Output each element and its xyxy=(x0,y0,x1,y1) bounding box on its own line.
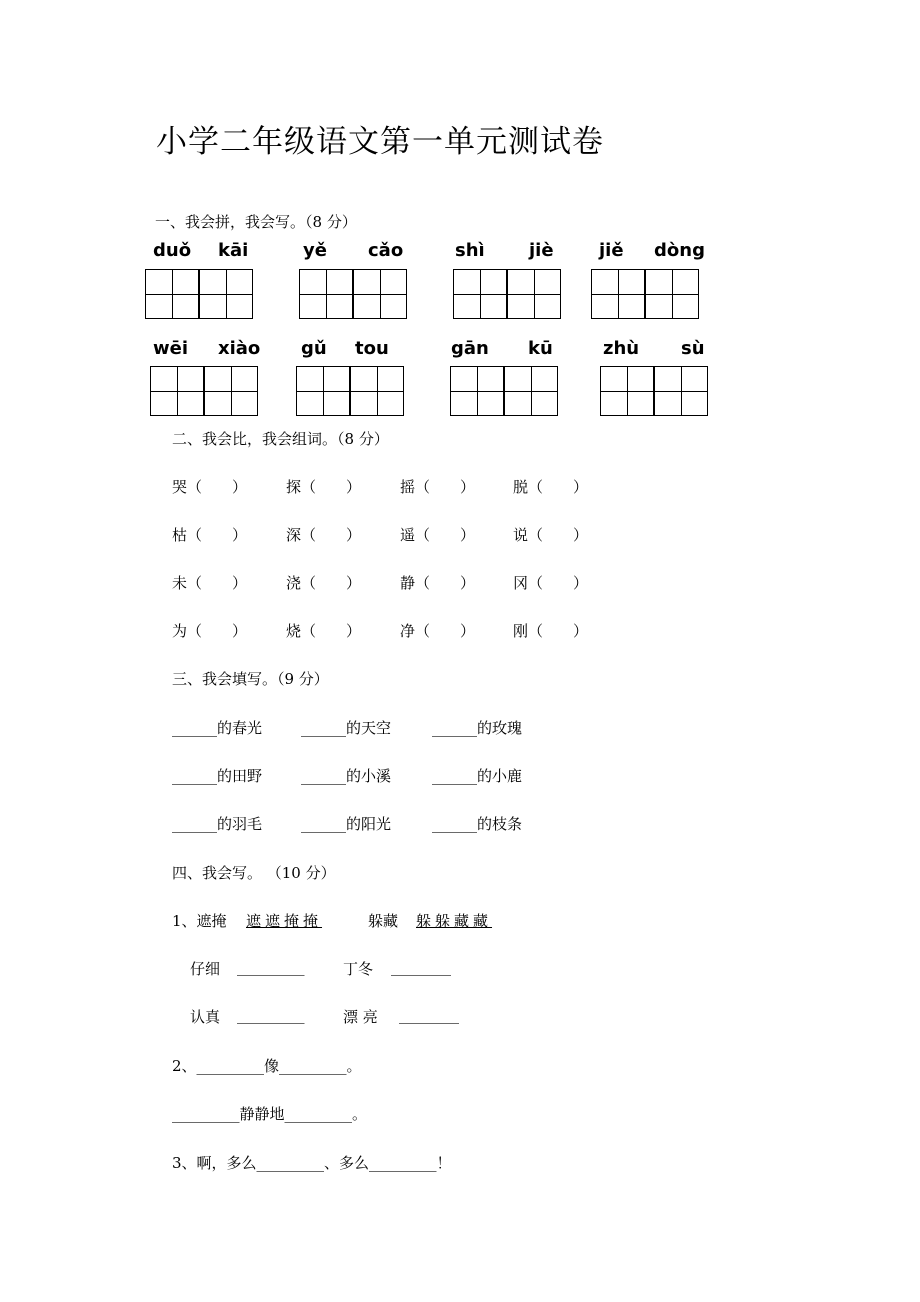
fill-item[interactable]: ______的小鹿 xyxy=(432,767,523,785)
pinyin-label: wēi xyxy=(153,338,189,359)
writing-grid-box[interactable] xyxy=(296,366,350,416)
fill-item[interactable]: ______的羽毛 xyxy=(172,815,263,833)
write-word: 丁冬 xyxy=(343,960,374,978)
write-q2[interactable]: 2、_________像_________。 xyxy=(172,1057,362,1075)
pinyin-label: zhù xyxy=(603,338,640,359)
section-2-heading: 二、我会比，我会组词。（8 分） xyxy=(172,430,389,448)
writing-grid-box[interactable] xyxy=(350,366,404,416)
pinyin-label: duǒ xyxy=(153,240,192,261)
compare-item[interactable]: 浇（ ） xyxy=(286,574,362,592)
fill-item[interactable]: ______的小溪 xyxy=(301,767,392,785)
compare-item[interactable]: 烧（ ） xyxy=(286,622,362,640)
compare-item[interactable]: 净（ ） xyxy=(400,622,476,640)
compare-item[interactable]: 遥（ ） xyxy=(400,526,476,544)
write-q1-prefix: 1、遮掩 xyxy=(172,912,227,930)
pinyin-label: jiě xyxy=(599,240,624,261)
compare-item[interactable]: 冈（ ） xyxy=(513,574,589,592)
writing-grid-box[interactable] xyxy=(199,269,253,319)
section-3-heading: 三、我会填写。（9 分） xyxy=(172,670,329,688)
write-word: 漂 亮 xyxy=(343,1008,378,1026)
writing-grid-box[interactable] xyxy=(353,269,407,319)
write-example-2: 躲躲藏藏 xyxy=(416,912,493,930)
write-word: 认真 xyxy=(190,1008,221,1026)
fill-item[interactable]: ______的春光 xyxy=(172,719,263,737)
write-word: 躲藏 xyxy=(368,912,399,930)
fill-item[interactable]: ______的天空 xyxy=(301,719,392,737)
writing-grid-box[interactable] xyxy=(299,269,353,319)
pinyin-label: cǎo xyxy=(368,240,404,261)
compare-item[interactable]: 探（ ） xyxy=(286,478,362,496)
section-4-heading: 四、我会写。 （10 分） xyxy=(172,864,336,882)
write-word: 仔细 xyxy=(190,960,221,978)
fill-item[interactable]: ______的阳光 xyxy=(301,815,392,833)
writing-grid-box[interactable] xyxy=(504,366,558,416)
section-1-heading: 一、我会拼，我会写。（8 分） xyxy=(155,213,357,231)
compare-item[interactable]: 哭（ ） xyxy=(172,478,248,496)
write-q3[interactable]: 3、啊，多么_________、多么_________！ xyxy=(172,1154,452,1172)
writing-grid-box[interactable] xyxy=(591,269,645,319)
write-q2b[interactable]: _________静静地_________。 xyxy=(172,1105,368,1123)
writing-grid-box[interactable] xyxy=(600,366,654,416)
writing-grid-box[interactable] xyxy=(645,269,699,319)
writing-grid-box[interactable] xyxy=(145,269,199,319)
compare-item[interactable]: 为（ ） xyxy=(172,622,248,640)
pinyin-label: tou xyxy=(355,338,389,359)
fill-item[interactable]: ______的田野 xyxy=(172,767,263,785)
writing-grid-box[interactable] xyxy=(654,366,708,416)
compare-item[interactable]: 刚（ ） xyxy=(513,622,589,640)
write-blank[interactable]: ________ xyxy=(391,958,451,976)
pinyin-label: xiào xyxy=(218,338,261,359)
fill-item[interactable]: ______的枝条 xyxy=(432,815,523,833)
writing-grid-box[interactable] xyxy=(507,269,561,319)
writing-grid-box[interactable] xyxy=(453,269,507,319)
writing-grid-box[interactable] xyxy=(204,366,258,416)
pinyin-label: kū xyxy=(528,338,553,359)
pinyin-label: sù xyxy=(681,338,705,359)
writing-grid-box[interactable] xyxy=(450,366,504,416)
pinyin-label: shì xyxy=(455,240,485,261)
writing-grid-box[interactable] xyxy=(150,366,204,416)
compare-item[interactable]: 枯（ ） xyxy=(172,526,248,544)
write-example-1: 遮遮掩掩 xyxy=(246,912,323,930)
compare-item[interactable]: 未（ ） xyxy=(172,574,248,592)
pinyin-label: gǔ xyxy=(301,338,327,359)
compare-item[interactable]: 说（ ） xyxy=(513,526,589,544)
write-blank[interactable]: _________ xyxy=(237,1006,305,1024)
pinyin-label: gān xyxy=(451,338,489,359)
pinyin-label: yě xyxy=(303,240,327,261)
write-blank[interactable]: _________ xyxy=(237,958,305,976)
fill-item[interactable]: ______的玫瑰 xyxy=(432,719,523,737)
compare-item[interactable]: 静（ ） xyxy=(400,574,476,592)
compare-item[interactable]: 摇（ ） xyxy=(400,478,476,496)
write-blank[interactable]: ________ xyxy=(399,1006,459,1024)
page-title: 小学二年级语文第一单元测试卷 xyxy=(156,124,604,160)
pinyin-label: kāi xyxy=(218,240,249,261)
pinyin-label: jiè xyxy=(529,240,554,261)
compare-item[interactable]: 深（ ） xyxy=(286,526,362,544)
pinyin-label: dòng xyxy=(654,240,705,261)
compare-item[interactable]: 脱（ ） xyxy=(513,478,589,496)
